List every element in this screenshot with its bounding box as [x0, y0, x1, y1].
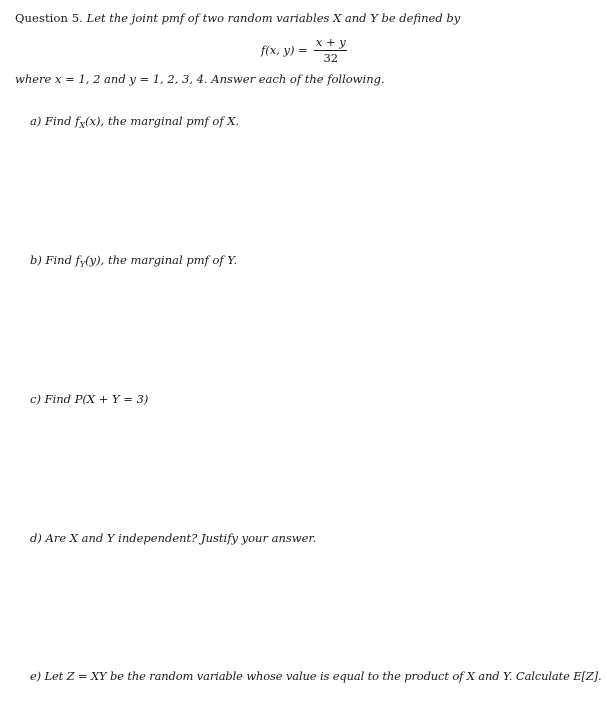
- part-e-and: and: [474, 669, 503, 683]
- var-y: Y: [370, 11, 378, 25]
- part-c-label: c): [30, 392, 41, 406]
- question-intro-3: be defined by: [377, 11, 461, 25]
- formula-fraction: [313, 36, 349, 65]
- part-d-text-1: Are: [45, 531, 70, 545]
- part-e-text-2: be the random variable whose value is equal to the product of: [106, 669, 467, 683]
- part-b-end: .: [233, 253, 238, 267]
- part-a-arg: (x): [85, 114, 101, 128]
- formula-denominator: 32: [323, 50, 339, 65]
- part-e-end: .: [598, 669, 602, 683]
- joint-pmf-formula: [261, 33, 349, 67]
- part-e-math: Z = XY: [66, 669, 107, 683]
- part-c-math: P(X + Y = 3): [74, 392, 149, 406]
- part-b-subscript: Y: [79, 260, 86, 269]
- part-d-label: d): [30, 531, 42, 545]
- part-b: [30, 253, 237, 272]
- var-x: X: [333, 11, 342, 25]
- part-e-expectation: E[Z]: [573, 669, 598, 683]
- domain-text-3: . Answer each of the following.: [204, 72, 385, 86]
- part-d-mid: and: [77, 531, 107, 545]
- part-a-label: a): [30, 114, 42, 128]
- formula-lhs: f(x, y) =: [261, 43, 308, 57]
- part-d-var-x: X: [69, 531, 78, 545]
- part-b-answer-space: [30, 271, 590, 386]
- part-a-subscript: X: [79, 121, 86, 130]
- question-intro-1: Let the joint pmf of two random variables: [86, 11, 334, 25]
- part-a-text-2: , the marginal pmf of: [100, 114, 228, 128]
- part-d: [30, 531, 316, 545]
- part-d-answer-space: [30, 549, 590, 664]
- part-b-label: b): [30, 253, 42, 267]
- domain-line: [15, 72, 385, 86]
- part-e-var-y: Y: [502, 669, 509, 683]
- part-b-text-2: , the marginal pmf of: [100, 253, 228, 267]
- part-b-text-1: Find: [45, 253, 76, 267]
- part-b-arg: (y): [85, 253, 101, 267]
- part-a-end: .: [235, 114, 240, 128]
- part-e-var-x: X: [466, 669, 475, 683]
- domain-text-1: where: [15, 72, 56, 86]
- part-c-answer-space: [30, 410, 590, 525]
- part-d-text-2: independent? Justify your answer.: [114, 531, 317, 545]
- part-e-text-1: Let: [44, 669, 67, 683]
- part-e-text-3: . Calculate: [508, 669, 574, 683]
- part-b-math: f: [75, 253, 80, 267]
- part-a-math: f: [75, 114, 80, 128]
- formula-numerator: x + y: [315, 34, 346, 49]
- part-a-text-1: Find: [45, 114, 76, 128]
- part-a: [30, 114, 239, 133]
- question-label: Question 5.: [15, 11, 83, 25]
- part-c-text-1: Find: [44, 392, 75, 406]
- part-e-label: e): [30, 669, 41, 683]
- part-c: [30, 392, 148, 406]
- x-values: x = 1, 2: [55, 72, 101, 86]
- question-intro-2: and: [341, 11, 371, 25]
- part-e: [30, 669, 602, 683]
- domain-text-2: and: [100, 72, 130, 86]
- part-a-var: X: [227, 114, 236, 128]
- part-d-var-y: Y: [106, 531, 115, 545]
- question-header: [15, 11, 460, 25]
- part-b-var: Y: [227, 253, 234, 267]
- y-values: y = 1, 2, 3, 4: [129, 72, 204, 86]
- part-a-answer-space: [30, 132, 590, 247]
